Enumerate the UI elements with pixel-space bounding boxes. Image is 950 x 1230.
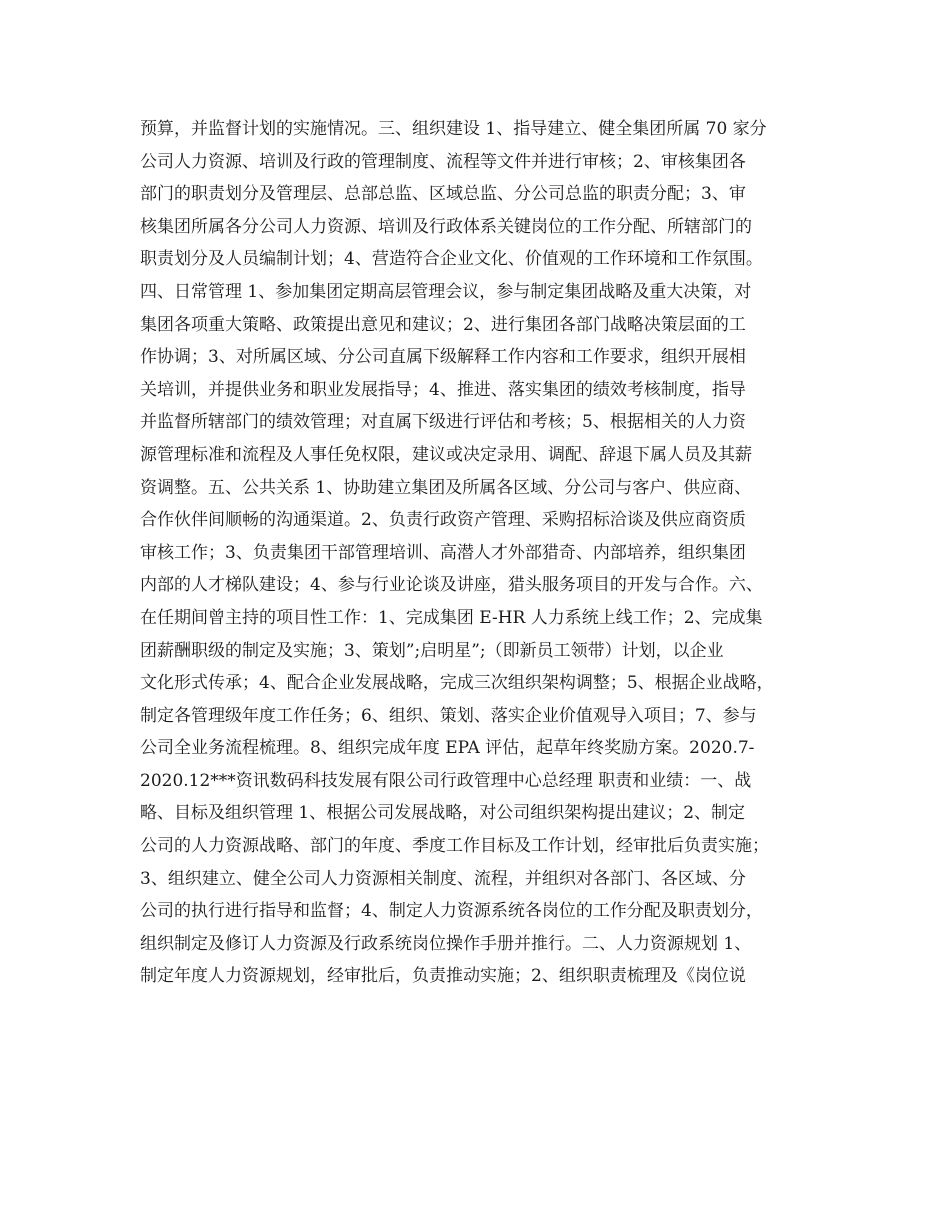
text-line: 3、组织建立、健全公司人力资源相关制度、流程，并组织对各部门、各区域、分	[140, 868, 746, 889]
text-line: 核集团所属各分公司人力资源、培训及行政体系关键岗位的工作分配、所辖部门的	[140, 216, 752, 237]
text-line: 公司全业务流程梳理。8、组织完成年度 EPA 评估，起草年终奖励方案。2020.7-	[140, 738, 755, 759]
text-line: 在任期间曾主持的项目性工作：1、完成集团 E-HR 人力系统上线工作；2、完成集	[140, 607, 763, 628]
text-line: 2020.12***资讯数码科技发展有限公司行政管理中心总经理 职责和业绩：一、战	[140, 770, 752, 791]
text-line: 源管理标准和流程及人事任免权限，建议或决定录用、调配、辞退下属人员及其薪	[140, 444, 752, 465]
text-line: 资调整。五、公共关系 1、协助建立集团及所属各区域、分公司与客户、供应商、	[140, 477, 752, 498]
text-line: 四、日常管理 1、参加集团定期高层管理会议，参与制定集团战略及重大决策，对	[140, 281, 752, 302]
text-line: 文化形式传承；4、配合企业发展战略，完成三次组织架构调整；5、根据企业战略，	[140, 673, 774, 694]
text-line: 组织制定及修订人力资源及行政系统岗位操作手册并推行。二、人力资源规划 1、	[140, 933, 752, 954]
text-line: 审核工作；3、负责集团干部管理培训、高潜人才外部猎奇、内部培养，组织集团	[140, 542, 746, 563]
text-line: 公司人力资源、培训及行政的管理制度、流程等文件并进行审核；2、审核集团各	[140, 151, 746, 172]
text-line: 内部的人才梯队建设；4、参与行业论谈及讲座，猎头服务项目的开发与合作。六、	[140, 575, 763, 596]
body-text	[140, 113, 820, 993]
text-line: 作协调；3、对所属区域、分公司直属下级解释工作内容和工作要求，组织开展相	[140, 347, 746, 368]
text-line: 预算，并监督计划的实施情况。三、组织建设 1、指导建立、健全集团所属 70 家分	[140, 119, 767, 139]
text-line: 集团各项重大策略、政策提出意见和建议；2、进行集团各部门战略决策层面的工	[140, 314, 746, 335]
text-line: 关培训，并提供业务和职业发展指导；4、推进、落实集团的绩效考核制度，指导	[140, 379, 746, 400]
text-line: 制定各管理级年度工作任务；6、组织、策划、落实企业价值观导入项目；7、参与	[140, 705, 757, 726]
text-line: 职责划分及人员编制计划；4、营造符合企业文化、价值观的工作环境和工作氛围。	[140, 249, 763, 270]
text-line: 部门的职责划分及管理层、总部总监、区域总监、分公司总监的职责分配；3、审	[140, 184, 746, 205]
text-line: 公司的人力资源战略、部门的年度、季度工作目标及工作计划，经审批后负责实施；	[140, 836, 769, 857]
text-line: 团薪酬职级的制定及实施；3、策划”;启明星”;（即新员工领带）计划，以企业	[140, 640, 724, 661]
text-line: 合作伙伴间顺畅的沟通渠道。2、负责行政资产管理、采购招标洽谈及供应商资质	[140, 510, 746, 531]
text-line: 公司的执行进行指导和监督；4、制定人力资源系统各岗位的工作分配及职责划分，	[140, 901, 763, 922]
text-line: 制定年度人力资源规划，经审批后，负责推动实施；2、组织职责梳理及《岗位说	[140, 966, 746, 987]
text-line: 并监督所辖部门的绩效管理；对直属下级进行评估和考核；5、根据相关的人力资	[140, 412, 746, 433]
text-line: 略、目标及组织管理 1、根据公司发展战略，对公司组织架构提出建议；2、制定	[140, 803, 746, 824]
